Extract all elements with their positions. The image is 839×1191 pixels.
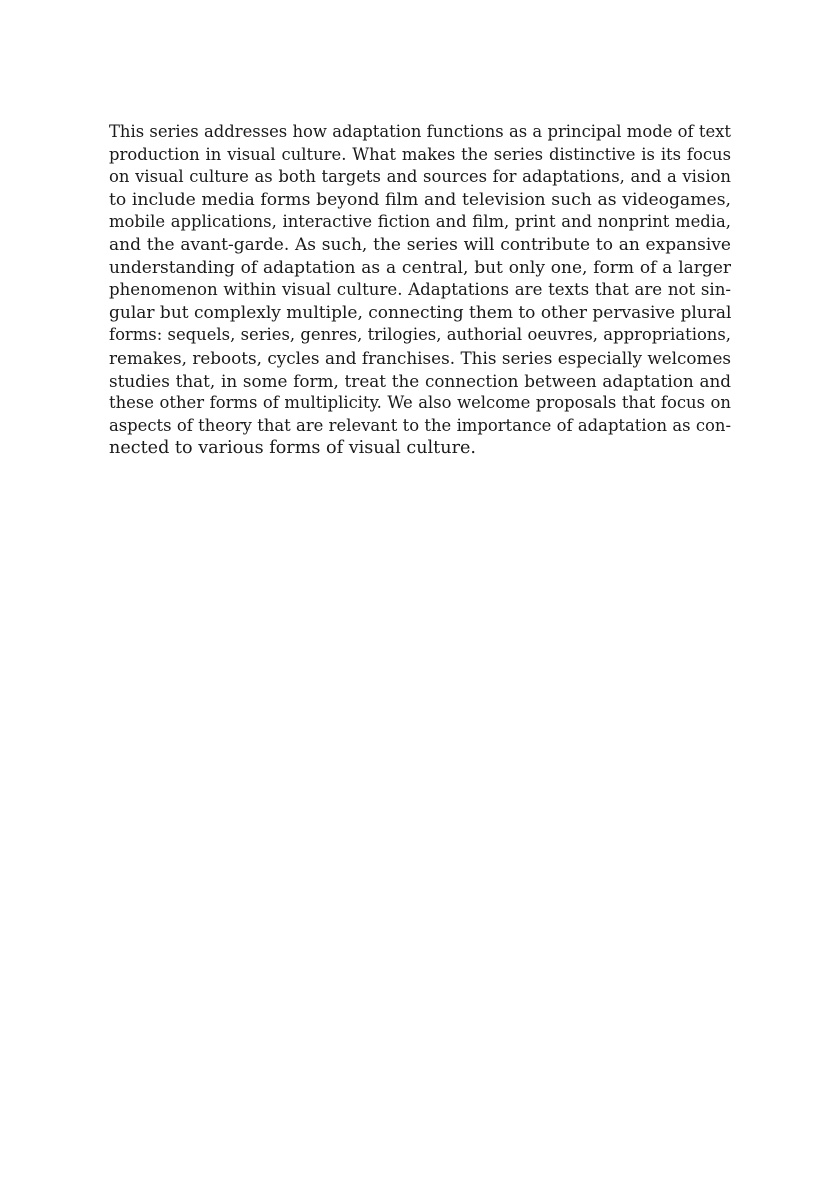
paragraph-line: gular but complexly multiple, connecting them to other pervasive plural (109, 302, 731, 323)
paragraph-line: aspects of theory that are relevant to the importance of adaptation as con- (109, 415, 731, 435)
paragraph-line: forms: sequels, series, genres, trilogies, authorial oeuvres, appropriations, (109, 325, 731, 345)
paragraph-line: phenomenon within visual culture. Adaptations are texts that are not sin- (109, 280, 731, 300)
paragraph-line: and the avant-garde. As such, the series will contribute to an expansive (109, 234, 731, 255)
paragraph-line: on visual culture as both targets and sources for adaptations, and a vision (109, 167, 731, 187)
paragraph-line: production in visual culture. What makes the series distinctive is its focus (109, 144, 731, 164)
series-description-paragraph (109, 121, 731, 460)
paragraph-line: nected to various forms of visual culture. (109, 438, 476, 459)
paragraph-line: these other forms of multiplicity. We also welcome proposals that focus on (109, 393, 731, 413)
paragraph-line: to include media forms beyond film and television such as videogames, (109, 189, 731, 210)
paragraph-line: mobile applications, interactive fiction and film, print and nonprint media, (109, 212, 731, 232)
paragraph-line: remakes, reboots, cycles and franchises. This series especially welcomes (109, 347, 731, 368)
paragraph-line: studies that, in some form, treat the connection between adaptation and (109, 370, 731, 391)
paragraph-line: understanding of adaptation as a central, but only one, form of a larger (109, 257, 731, 278)
paragraph-line: This series addresses how adaptation functions as a principal mode of text (109, 122, 731, 141)
